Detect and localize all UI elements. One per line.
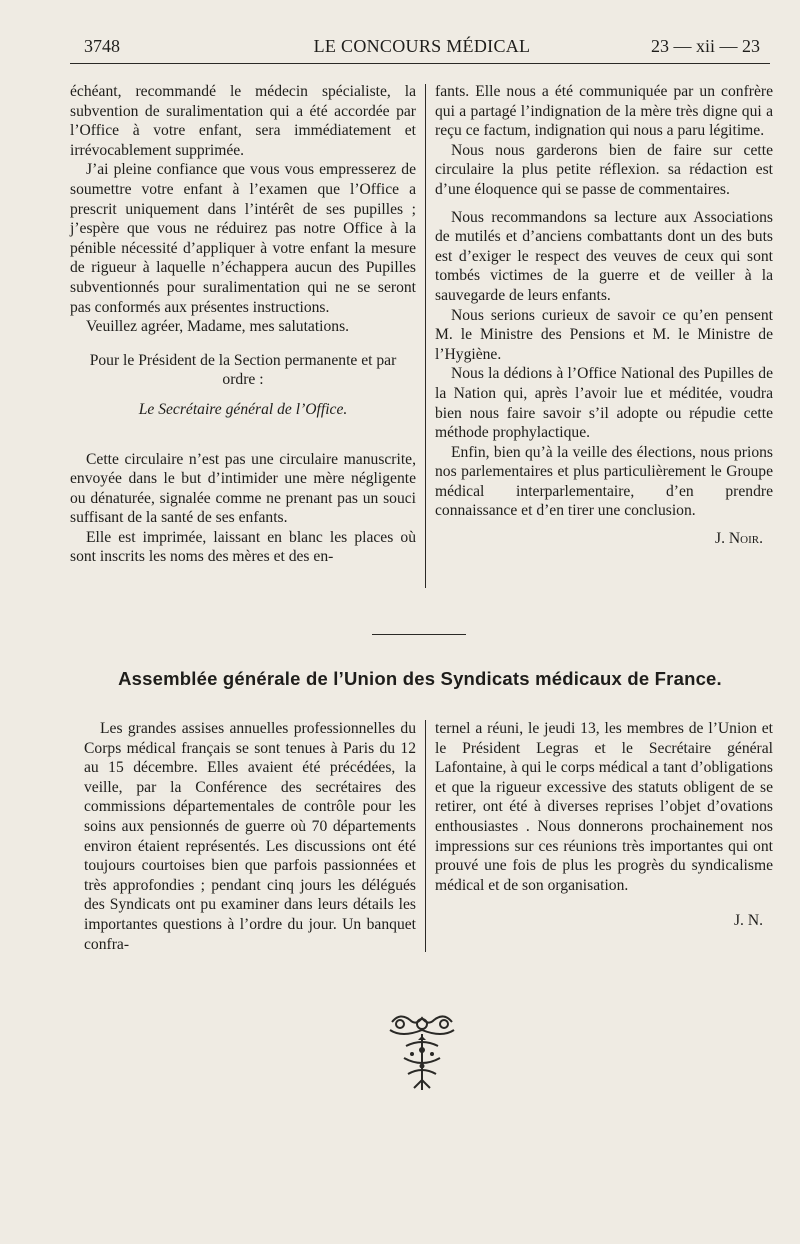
paragraph: Elle est imprimée, laissant en blanc les places où sont inscrits les noms des mères et des en- bbox=[70, 528, 416, 566]
column-divider bbox=[425, 720, 426, 952]
paragraph: Nous la dédions à l’Office National des Pupilles de la Nation qui, après l’avoir lue et méditée, voudra bien nous faire savoir s’il adopte ou répudie cette méthode prophylactique. bbox=[435, 365, 773, 442]
section-heading: Assemblée générale de l’Union des Syndicats médicaux de France. bbox=[118, 668, 722, 689]
page-number: 3748 bbox=[84, 36, 120, 56]
paragraph: Nous serions curieux de savoir ce qu’en pensent M. le Ministre des Pensions et M. le Ministre de l’Hygiène. bbox=[435, 306, 773, 363]
paragraph: Les grandes assises annuelles professionnelles du Corps médical français se sont tenues à Paris du 12 au 15 décembre. Elles avaient été précédées, la veille, par la Conférence des secrétaires des commissions départementales de contrôle pour les soins aux pensionnés de guerre où 70 départements environ étaient représentés. Les discussions ont été toujours courtoises bien que parfois passionnées et très approfondies ; pendant cinq jours les délégués des Syndicats ont pu examiner dans leurs détails les importantes questions à l’ordre du jour. Un banquet confra- bbox=[84, 720, 416, 953]
article-column-right bbox=[435, 82, 773, 549]
paragraph: Cette circulaire n’est pas une circulaire manuscrite, envoyée dans le but d’intimider une mère négligente ou dénaturée, signalée comme ne prenant pas un souci suffisant de la santé de ses enfants. bbox=[70, 450, 416, 527]
paragraph: échéant, recommandé le médecin spécialiste, la subvention de suralimentation qui a été accordée par l’Office à votre enfant, sera immédiatement et irrévocablement supprimée. bbox=[70, 83, 416, 159]
issue-date: 23 — xii — 23 bbox=[650, 36, 760, 56]
page-header bbox=[84, 36, 760, 60]
journal-title: LE CONCOURS MÉDICAL bbox=[313, 36, 531, 56]
paragraph: Enfin, bien qu’à la veille des élections, nous prions nos parlementaires et plus particulièrement le Groupe médical interparlementaire, d’en prendre connaissance et d’en tirer une conclusion. bbox=[435, 443, 773, 520]
signature-line: Pour le Président de la Section permanente et par ordre : bbox=[89, 351, 397, 389]
ornament-icon bbox=[386, 1010, 458, 1094]
paragraph: Nous nous garderons bien de faire sur cette circulaire la plus petite réflexion. sa rédaction est d’une éloquence qui se passe de commentaires. bbox=[435, 141, 773, 198]
paragraph: J’ai pleine confiance que vous vous empresserez de soumettre votre enfant à l’examen que l’Office a prescrit uniquement dans l’intérêt de ses pupilles ; j’espère que vous ne réduirez pas notre Office à la pénible nécessité d’appliquer à votre enfant la mesure de rigueur à laquelle n’échappera aucun des Pupilles subventionnés pour suralimentation qui ne se seront pas conformés aux présentes instructions. bbox=[70, 161, 416, 316]
paragraph: Veuillez agréer, Madame, mes salutations. bbox=[86, 318, 350, 336]
signature-title: Le Secrétaire général de l’Office. bbox=[138, 400, 348, 418]
column-divider bbox=[425, 84, 426, 588]
section-separator bbox=[372, 634, 466, 635]
article-column-right bbox=[435, 719, 773, 931]
author-signature: J. N. bbox=[733, 912, 763, 930]
paragraph: Nous recommandons sa lecture aux Associations de mutilés et d’anciens combattants dont un des buts est d’exiger le respect des veuves de ceux qui sont tombés victimes de la guerre et de veiller à la sauvegarde de leurs enfants. bbox=[435, 208, 773, 304]
paragraph: ternel a réuni, le jeudi 13, les membres de l’Union et le Président Legras et le Secrétaire général Lafontaine, à qui le corps médical a tant d’obligations et que la rigueur excessive des statuts obligent de se retirer, ont été à diverses reprises l’objet d’ovations enthousiastes . Nous donnerons prochainement nos impressions sur ces réunions très importantes qui ont prouvé une fois de plus les progrès du syndicalisme médical et de son organisation. bbox=[435, 720, 773, 894]
author-signature: J. Noir. bbox=[715, 530, 763, 548]
header-rule bbox=[70, 63, 770, 64]
article-column-left bbox=[84, 719, 416, 954]
paragraph: fants. Elle nous a été communiquée par un confrère qui a partagé l’indignation de la mère très digne qui a reçu ce factum, indignation qui nous a paru légitime. bbox=[435, 83, 773, 140]
article-column-left bbox=[70, 82, 416, 567]
